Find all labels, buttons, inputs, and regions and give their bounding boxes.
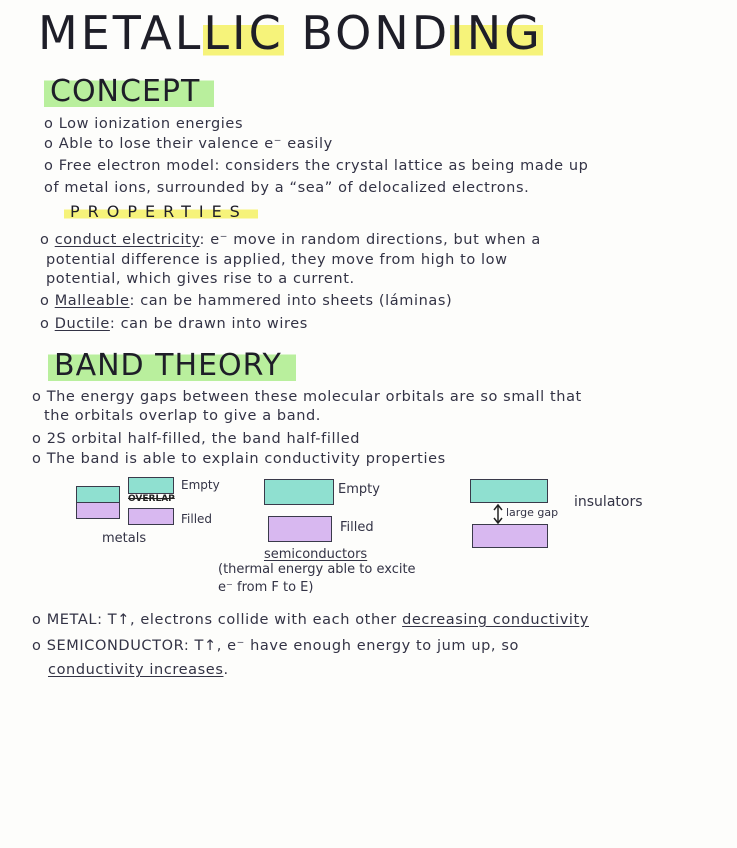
metals-label: metals <box>102 531 147 546</box>
ductile-term: Ductile <box>54 316 110 332</box>
conduct-line-3: potential, which gives rise to a current. <box>46 271 355 287</box>
title-part-1: METAL <box>38 6 204 60</box>
conclusion-semi-cont <box>48 662 229 678</box>
insulator-band-empty <box>470 479 548 503</box>
semi-empty-label: Empty <box>338 482 380 497</box>
title-part-2: BOND <box>283 6 451 60</box>
semi-filled-label: Filled <box>340 520 374 535</box>
band-line-1: o The energy gaps between these molecular orbitals are so small that <box>32 389 582 405</box>
conclusion-semiconductor: o SEMICONDUCTOR: T↑, e⁻ have enough energy to jum up, so <box>32 638 519 654</box>
property-ductile <box>40 316 308 332</box>
semi-band-filled <box>268 516 332 542</box>
conduct-line-2: potential difference is applied, they move from high to low <box>46 252 508 268</box>
concept-item-1: o Low ionization energies <box>44 116 243 132</box>
semi-band-empty <box>264 479 334 505</box>
metal-underlined: decreasing conductivity <box>402 612 589 628</box>
metal-band-1-empty <box>76 486 120 503</box>
property-conduct <box>40 232 541 248</box>
semi-note-2: e⁻ from F to E) <box>218 580 314 595</box>
concept-item-2: o Able to lose their valence e⁻ easily <box>44 136 333 152</box>
metal-empty-label: Empty <box>181 478 220 492</box>
conclusion-metal <box>32 612 589 628</box>
ductile-text: : can be drawn into wires <box>109 316 308 332</box>
band-theory-heading: BAND THEORY <box>48 348 296 383</box>
band-line-4: o The band is able to explain conductivity properties <box>32 451 446 467</box>
title-highlight-2: ING <box>450 6 543 60</box>
semi-note-1: (thermal energy able to excite <box>218 562 416 577</box>
page-title <box>38 6 543 60</box>
semiconductors-label: semiconductors <box>264 547 368 562</box>
overlap-label: OVERLAP <box>128 494 175 504</box>
metal-band-2-filled <box>128 508 174 525</box>
metal-filled-label: Filled <box>181 512 213 526</box>
semi-end: . <box>223 662 229 678</box>
malleable-text: : can be hammered into sheets (láminas) <box>129 293 453 309</box>
band-line-2: the orbitals overlap to give a band. <box>44 408 321 424</box>
semi-underlined: conductivity increases <box>48 662 224 678</box>
title-highlight-1: LIC <box>203 6 284 60</box>
conduct-text: : e⁻ move in random directions, but when a <box>199 232 541 248</box>
malleable-term: Malleable <box>54 293 130 309</box>
concept-heading: CONCEPT <box>44 74 214 109</box>
large-gap-label: large gap <box>506 506 559 519</box>
large-gap-arrow-icon <box>492 503 504 525</box>
concept-item-3: o Free electron model: considers the crystal lattice as being made up <box>44 158 588 174</box>
metal-band-1-filled <box>76 502 120 519</box>
insulators-label: insulators <box>574 494 643 510</box>
concept-item-3-cont: of metal ions, surrounded by a “sea” of delocalized electrons. <box>44 180 530 196</box>
properties-heading: PROPERTIES <box>64 202 258 221</box>
insulator-band-filled <box>472 524 548 548</box>
metal-band-2-empty <box>128 477 174 494</box>
band-line-3: o 2S orbital half-filled, the band half-filled <box>32 431 360 447</box>
metal-text: METAL: T↑, electrons collide with each other <box>46 612 403 628</box>
conduct-term: conduct electricity <box>54 232 200 248</box>
property-malleable <box>40 293 452 309</box>
